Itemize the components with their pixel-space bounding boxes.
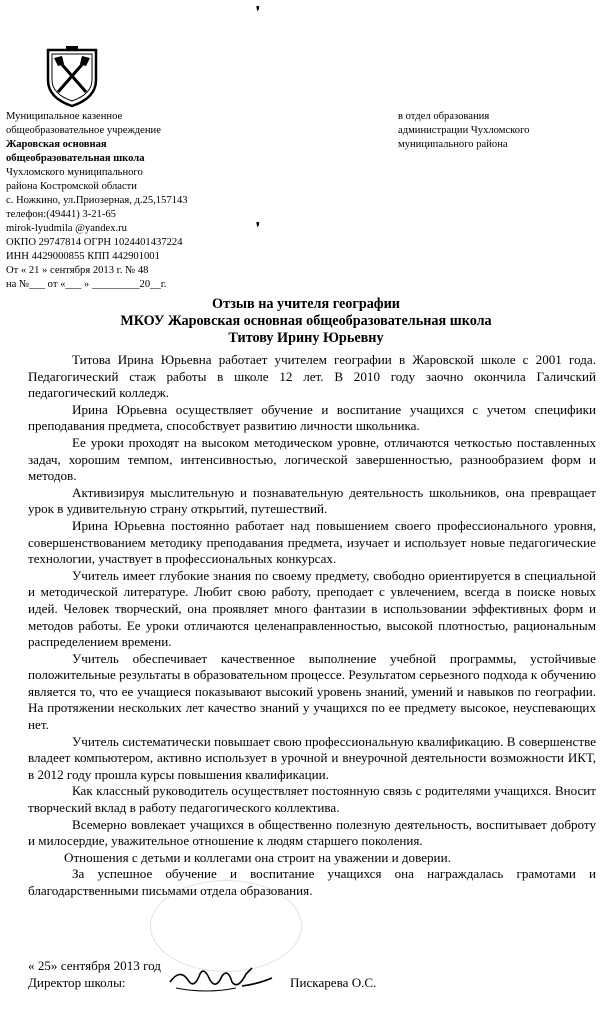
paragraph: Титова Ирина Юрьевна работает учителем географии в Жаровской школе с 2001 года. Педагогический стаж работы в школе 12 лет. В 2010 году заочно окончила Галичский педагогический колледж. [28, 352, 596, 401]
paragraph: Ее уроки проходят на высоком методическом уровне, отличаются четкостью поставленных задач, хорошим темпом, интенсивностью, логической завершенностью, разнообразием форм и методов. [28, 434, 596, 484]
sender-line: телефон:(49441) 3-21-65 [6, 209, 116, 220]
document-body [28, 352, 596, 900]
sender-line: с. Ножкино, ул.Приозерная, д.25,157143 [6, 195, 188, 206]
official-stamp [150, 880, 302, 972]
sender-line: ОКПО 29747814 ОГРН 1024401437224 [6, 237, 183, 248]
paragraph: Активизируя мыслительную и познавательную деятельность школьников, она превращает урок в удивительную страну открытий, путешествий. [28, 484, 596, 517]
paragraph: Учитель обеспечивает качественное выполнение учебной программы, устойчивые положительные результаты в образовательном процессе. Результатом серьезного подхода к обучению является то, что ее учащиеся показывают высокий уровень знаний, умений и навыков по географии. На протяжении нескольких лет качество знаний у учащихся по ее предмету высокое, неуспевающих нет. [28, 650, 596, 733]
recipient-line: администрации Чухломского [398, 125, 530, 136]
document-title-line: МКОУ Жаровская основная общеобразовательная школа [120, 313, 492, 329]
coat-of-arms-emblem [44, 44, 100, 108]
sender-line: Муниципальное казенное [6, 111, 123, 122]
paragraph: Как классный руководитель осуществляет постоянную связь с родителями учащихся. Вносит творческий вклад в работу педагогического коллектива. [28, 783, 596, 816]
document-title-line: Титову Ирину Юрьевну [228, 330, 384, 346]
signature-date: « 25» сентября 2013 год [28, 958, 161, 973]
sender-line: Чухломского муниципального [6, 167, 143, 178]
sender-header [6, 110, 188, 292]
sender-line: района Костромской области [6, 181, 137, 192]
scan-mark: ❜ [256, 4, 260, 18]
paragraph: Отношения с детьми и коллегами она строит на уважении и доверии. [64, 849, 451, 865]
paragraph: Учитель систематически повышает свою профессиональную квалификацию. В совершенстве владеет компьютером, активно использует в урочной и внеурочной деятельности возможности ИКТ, в 2012 году прошла курсы повышения квалификации. [28, 733, 596, 782]
recipient-line: муниципального района [398, 139, 508, 150]
sender-line: на №___ от «___ » _________20__г. [6, 279, 167, 290]
director-label: Директор школы: [28, 975, 126, 990]
director-name: Пискарева О.С. [290, 975, 377, 990]
handwritten-signature [166, 960, 276, 996]
sender-line: общеобразовательное учреждение [6, 125, 161, 136]
paragraph: Ирина Юрьевна осуществляет обучение и воспитание учащихся с учетом специфики преподавания предмета, способствует развитию личности школьника. [28, 401, 596, 434]
paragraph: Ирина Юрьевна постоянно работает над повышением своего профессионального уровня, совершенствованием методику преподавания предмета, изучает и использует новые педагогические технологии, участвует в профессиональных конкурсах. [28, 517, 596, 567]
sender-line: общеобразовательная школа [6, 153, 145, 164]
sender-line: Жаровская основная [6, 139, 107, 150]
scan-mark: ❜ [256, 220, 260, 234]
recipient-line: в отдел образования [398, 111, 490, 122]
sender-line: ИНН 4429000855 КПП 442901001 [6, 251, 160, 262]
paragraph: За успешное обучение и воспитание учащихся она награждалась грамотами и благодарственными письмами отдела образования. [28, 866, 596, 898]
document-title-line: Отзыв на учителя географии [212, 296, 400, 312]
paragraph: Всемерно вовлекает учащихся в общественно полезную деятельность, воспитывает доброту и милосердие, уважительное отношение к людям старшего поколения. [28, 816, 596, 849]
sender-line: От « 21 » сентября 2013 г. № 48 [6, 265, 149, 276]
paragraph: Учитель имеет глубокие знания по своему предмету, свободно ориентируется в специальной и методической литературе. Любит свою работу, преподает с увлечением, всегда в поиске новых идей. Человек творческий, она проявляет много фантазии в использовании эффективных форм и методов работы. Ее уроки отличаются целенаправленностью, высокой плотностью, рациональным распределением времени. [28, 567, 596, 650]
sender-line: mirok-lyudmila @yandex.ru [6, 223, 127, 234]
recipient-header [398, 110, 529, 152]
